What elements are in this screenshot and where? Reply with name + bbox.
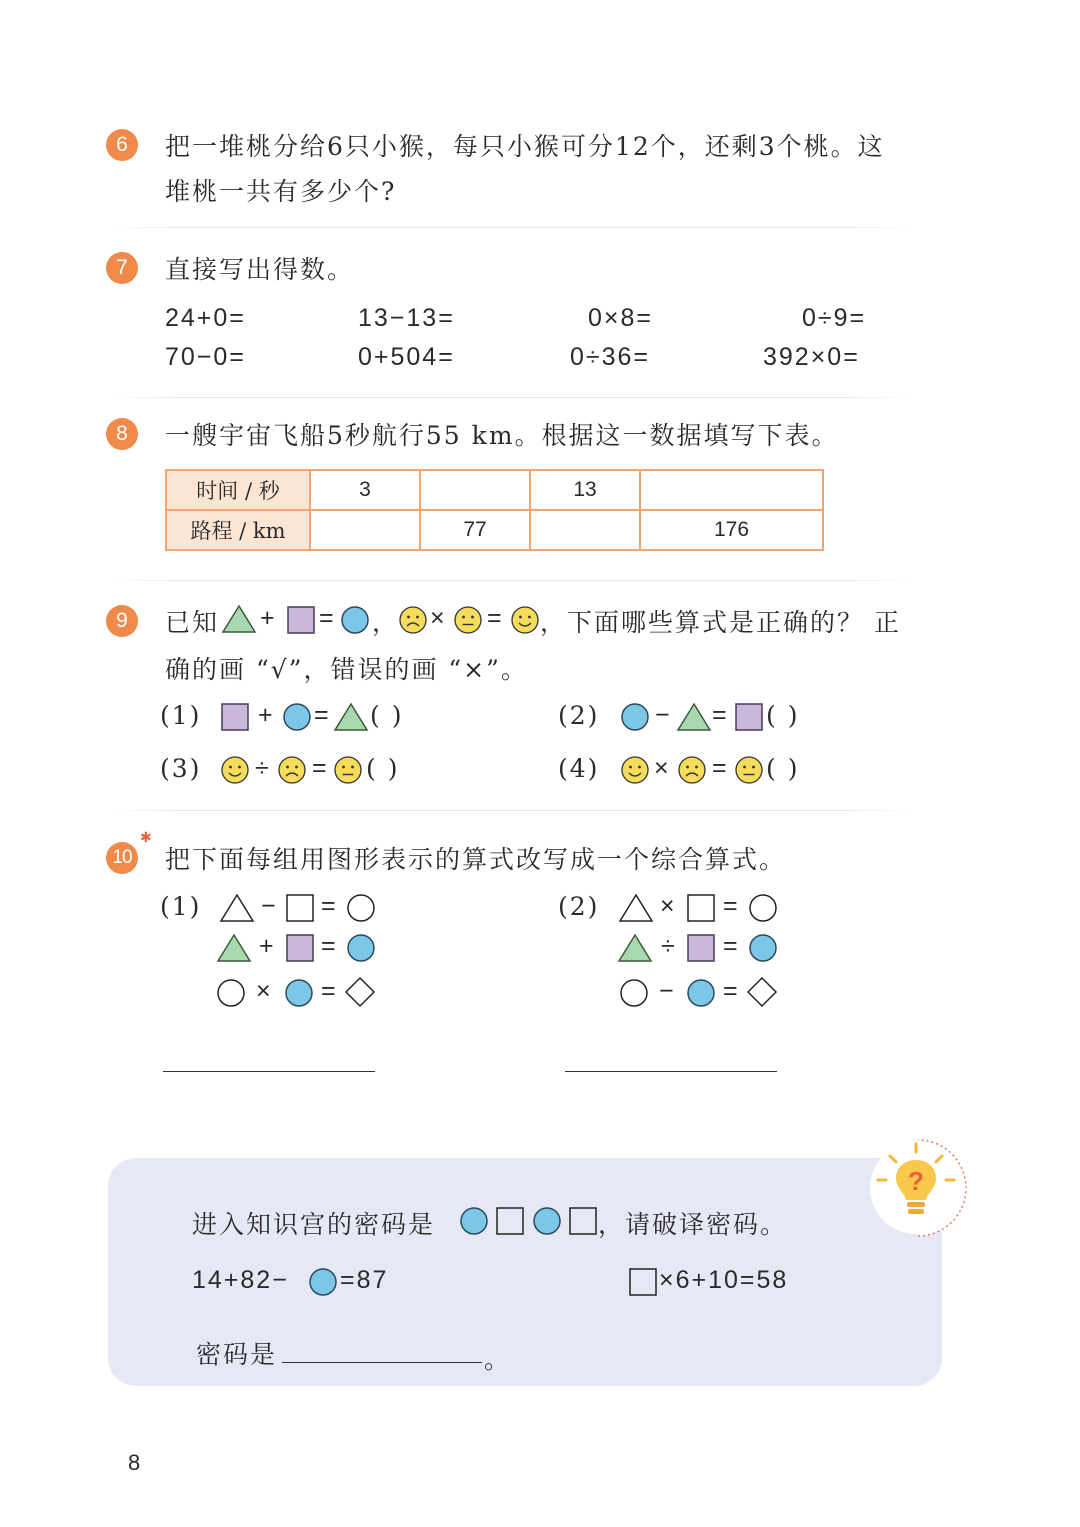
q7-expr: 13−13= — [358, 304, 455, 332]
times-sign: × — [660, 892, 677, 920]
divider — [108, 227, 914, 228]
circle-icon — [308, 1267, 338, 1297]
circle-icon — [284, 978, 314, 1008]
circle-outline-icon — [216, 978, 246, 1008]
puzzle-line-1-prefix: 进入知识宫的密码是 — [192, 1210, 436, 1239]
divider — [108, 810, 914, 811]
times-sign: × — [256, 977, 273, 1005]
triangle-icon — [221, 604, 257, 634]
question-8-prompt: 一艘宇宙飞船5秒航行55 km。根据这一数据填写下表。 — [165, 421, 839, 450]
sad-face-icon — [398, 605, 428, 635]
equals-sign: = — [321, 892, 338, 920]
neutral-face-icon — [734, 755, 764, 785]
diamond-outline-icon — [344, 976, 376, 1008]
q7-expr: 0×8= — [588, 304, 654, 332]
q7-expr: 0÷9= — [802, 304, 867, 332]
circle-outline-icon — [619, 978, 649, 1008]
item-label: (3) — [160, 754, 202, 783]
question-bulb-icon — [866, 1138, 970, 1238]
page-number: 8 — [128, 1450, 141, 1475]
q7-expr: 0÷36= — [570, 343, 651, 371]
equals-sign: = — [321, 977, 338, 1005]
triangle-icon — [617, 933, 653, 963]
equals-sign: = — [321, 932, 338, 960]
minus-sign: − — [655, 701, 672, 729]
square-icon — [734, 702, 764, 732]
equals-sign: = — [487, 604, 504, 632]
svg-text:?: ? — [908, 1166, 924, 1196]
question-6-badge: 6 — [106, 129, 138, 161]
square-icon — [286, 605, 316, 635]
question-7-prompt: 直接写出得数。 — [165, 255, 355, 284]
answer-parentheses[interactable]: ( ) — [766, 754, 800, 783]
divider — [108, 397, 914, 398]
puzzle-equation-1-part-a: 14+82− — [192, 1266, 289, 1294]
table-cell: 176 — [640, 510, 823, 550]
password-answer-line[interactable] — [282, 1362, 482, 1363]
triangle-icon — [216, 933, 252, 963]
question-9-badge: 9 — [106, 605, 138, 637]
sad-face-icon — [677, 755, 707, 785]
table-cell — [420, 470, 530, 510]
square-outline-icon — [495, 1206, 525, 1236]
table-header-distance: 路程 / km — [166, 510, 310, 550]
square-icon — [686, 933, 716, 963]
puzzle-answer-suffix: 。 — [484, 1345, 512, 1374]
question-9-text-line-2: 确的画 “√”，错误的画 “×”。 — [165, 655, 528, 684]
circle-icon — [459, 1206, 489, 1236]
answer-line[interactable] — [163, 1071, 375, 1072]
q7-expr: 24+0= — [165, 304, 246, 332]
neutral-face-icon — [453, 605, 483, 635]
circle-icon — [532, 1206, 562, 1236]
question-6-text-line-1: 把一堆桃分给6只小猴，每只小猴可分12个，还剩3个桃。这 — [165, 132, 885, 161]
times-sign: × — [654, 754, 671, 782]
table-cell — [530, 510, 640, 550]
sad-face-icon — [277, 755, 307, 785]
circle-icon — [346, 933, 376, 963]
q7-expr: 70−0= — [165, 343, 246, 371]
table-cell: 3 — [310, 470, 420, 510]
question-8-badge: 8 — [106, 418, 138, 450]
q7-expr: 0+504= — [358, 343, 455, 371]
triangle-icon — [333, 702, 369, 732]
divider — [108, 580, 914, 581]
challenge-star-icon: ✱ — [140, 830, 152, 846]
square-icon — [285, 933, 315, 963]
divide-sign: ÷ — [255, 754, 271, 782]
plus-sign: + — [258, 701, 275, 729]
item-label: (2) — [558, 701, 600, 730]
circle-icon — [748, 933, 778, 963]
triangle-outline-icon — [618, 893, 654, 923]
equals-sign: = — [723, 977, 740, 1005]
item-label: (1) — [160, 701, 202, 730]
triangle-icon — [676, 702, 712, 732]
item-label: (1) — [160, 892, 202, 921]
circle-outline-icon — [748, 893, 778, 923]
diamond-outline-icon — [746, 976, 778, 1008]
divide-sign: ÷ — [661, 932, 677, 960]
question-9-text-line-1: ，下面哪些算式是正确的？ 正 — [540, 608, 901, 637]
answer-parentheses[interactable]: ( ) — [366, 754, 400, 783]
equals-sign: = — [723, 932, 740, 960]
answer-parentheses[interactable]: ( ) — [766, 701, 800, 730]
puzzle-equation-1-part-b: =87 — [340, 1266, 389, 1294]
answer-parentheses[interactable]: ( ) — [370, 701, 404, 730]
circle-outline-icon — [346, 893, 376, 923]
square-outline-icon — [285, 893, 315, 923]
puzzle-equation-2: ×6+10=58 — [659, 1266, 789, 1294]
answer-line[interactable] — [565, 1071, 777, 1072]
times-sign: × — [430, 604, 447, 632]
plus-sign: + — [259, 932, 276, 960]
puzzle-line-1-suffix: ，请破译密码。 — [598, 1210, 788, 1239]
circle-icon — [340, 605, 370, 635]
question-10-badge: 10 — [106, 842, 138, 874]
comma: ， — [372, 608, 400, 637]
minus-sign: − — [659, 977, 676, 1005]
minus-sign: − — [261, 892, 278, 920]
table-cell: 77 — [420, 510, 530, 550]
neutral-face-icon — [333, 755, 363, 785]
item-label: (4) — [558, 754, 600, 783]
question-7-badge: 7 — [106, 252, 138, 284]
circle-icon — [686, 978, 716, 1008]
triangle-outline-icon — [219, 893, 255, 923]
item-label: (2) — [558, 892, 600, 921]
equals-sign: = — [319, 604, 336, 632]
happy-face-icon — [620, 755, 650, 785]
equals-sign: = — [723, 892, 740, 920]
table-cell — [640, 470, 823, 510]
circle-icon — [620, 702, 650, 732]
equals-sign: = — [712, 701, 729, 729]
speed-table — [165, 469, 824, 551]
puzzle-answer-label: 密码是 — [196, 1340, 278, 1369]
happy-face-icon — [220, 755, 250, 785]
circle-icon — [282, 702, 312, 732]
plus-sign: + — [260, 604, 277, 632]
question-9-given-label: 已知 — [165, 608, 220, 637]
square-outline-icon — [628, 1267, 658, 1297]
equals-sign: = — [712, 754, 729, 782]
table-cell: 13 — [530, 470, 640, 510]
q7-expr: 392×0= — [763, 343, 860, 371]
table-header-time: 时间 / 秒 — [166, 470, 310, 510]
equals-sign: = — [312, 754, 329, 782]
square-outline-icon — [568, 1206, 598, 1236]
happy-face-icon — [510, 605, 540, 635]
question-6-text-line-2: 堆桃一共有多少个? — [165, 177, 397, 206]
question-10-prompt: 把下面每组用图形表示的算式改写成一个综合算式。 — [165, 845, 787, 874]
square-outline-icon — [686, 893, 716, 923]
square-icon — [220, 702, 250, 732]
table-cell — [310, 510, 420, 550]
equals-sign: = — [314, 701, 331, 729]
